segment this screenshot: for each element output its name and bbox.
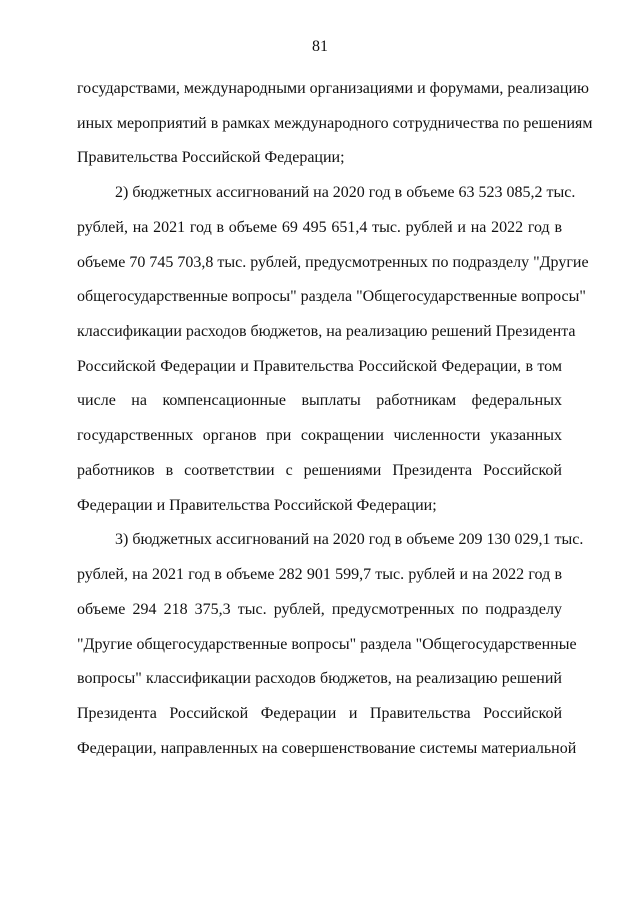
text-line: Правительства Российской Федерации; — [77, 149, 345, 167]
text-line: вопросы" классификации расходов бюджетов, на реализацию решений — [77, 670, 562, 688]
text-line: работников в соответствии с решениями Президента Российской — [77, 461, 562, 479]
text-line: классификации расходов бюджетов, на реализацию решений Президента — [77, 323, 576, 341]
paragraph-3-first-line: 3) бюджетных ассигнований на 2020 год в объеме 209 130 029,1 тыс. — [115, 531, 584, 549]
text-line: государствами, международными организациями и форумами, реализацию — [77, 80, 589, 97]
text-line: рублей, на 2021 год в объеме 69 495 651,4 тыс. рублей и на 2022 год в — [77, 218, 562, 236]
text-line: объеме 70 745 703,8 тыс. рублей, предусмотренных по подразделу "Другие — [77, 253, 589, 271]
text-line: объеме 294 218 375,3 тыс. рублей, предусмотренных по подразделу — [77, 600, 562, 618]
text-line: рублей, на 2021 год в объеме 282 901 599,7 тыс. рублей и на 2022 год в — [77, 566, 562, 584]
text-line: Президента Российской Федерации и Правительства Российской — [77, 704, 562, 722]
text-line: государственных органов при сокращении численности указанных — [77, 427, 562, 445]
text-line: общегосударственные вопросы" раздела "Общегосударственные вопросы" — [77, 288, 586, 306]
text-line: Российской Федерации и Правительства Российской Федерации, в том — [77, 357, 562, 375]
page-number: 81 — [312, 38, 328, 55]
text-line: Федерации и Правительства Российской Федерации; — [77, 496, 437, 514]
document-body — [77, 72, 593, 766]
text-line: Федерации, направленных на совершенствование системы материальной — [77, 739, 577, 757]
text-line: иных мероприятий в рамках международного сотрудничества по решениям — [77, 114, 593, 132]
text-line: "Другие общегосударственные вопросы" раздела "Общегосударственные — [77, 635, 577, 653]
text-line: числе на компенсационные выплаты работникам федеральных — [77, 392, 562, 410]
paragraph-2-first-line: 2) бюджетных ассигнований на 2020 год в объеме 63 523 085,2 тыс. — [115, 184, 576, 202]
